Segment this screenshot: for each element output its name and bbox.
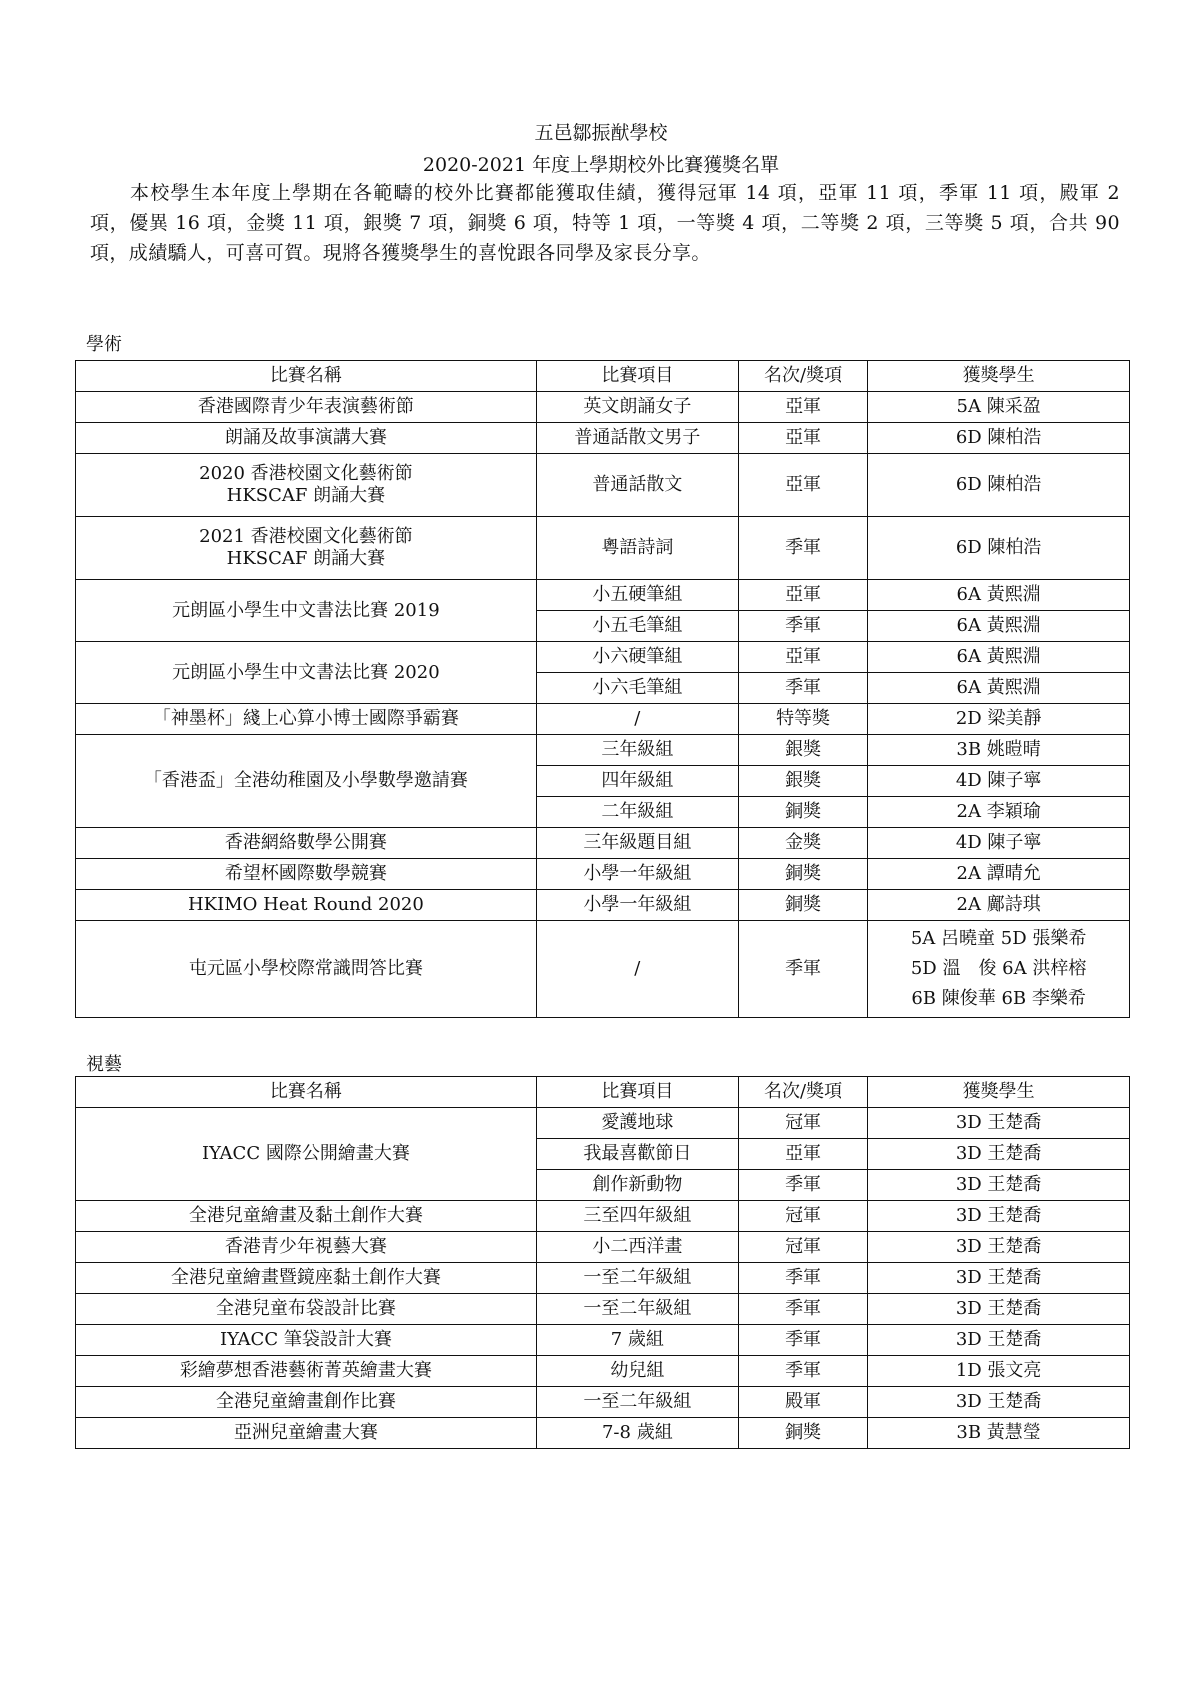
- visual-arts-table-header: [76, 1077, 1130, 1108]
- award-rank: 銅獎: [738, 797, 867, 828]
- award-rank: 亞軍: [738, 1139, 867, 1170]
- award-students: 2A 譚晴允: [868, 859, 1130, 890]
- award-rank: 季軍: [738, 1170, 867, 1201]
- event-item: 我最喜歡節日: [536, 1139, 738, 1170]
- visual-arts-table-body: [76, 1108, 1130, 1449]
- competition-name: [76, 1294, 537, 1325]
- competition-name: [76, 517, 537, 580]
- award-students: 6D 陳柏浩: [868, 423, 1130, 454]
- event-item: 四年級組: [536, 766, 738, 797]
- competition-name-line: HKSCAF 朗誦大賽: [226, 548, 386, 569]
- event-item: 二年級組: [536, 797, 738, 828]
- award-rank: 季軍: [738, 517, 867, 580]
- competition-name-line: 香港網絡數學公開賽: [224, 832, 387, 853]
- award-rank: 冠軍: [738, 1108, 867, 1139]
- document-title: 2020-2021 年度上學期校外比賽獲獎名單: [422, 154, 780, 176]
- award-students: 3D 王楚喬: [868, 1263, 1130, 1294]
- section-label-academic: 學術: [86, 334, 122, 355]
- visual-arts-awards-table: [75, 1076, 1130, 1449]
- award-rank: 冠軍: [738, 1201, 867, 1232]
- award-rank: 季軍: [738, 673, 867, 704]
- table-row: [76, 859, 1130, 890]
- event-item: 普通話散文: [536, 454, 738, 517]
- event-item: 三年級題目組: [536, 828, 738, 859]
- competition-name-line: HKSCAF 朗誦大賽: [226, 485, 386, 506]
- event-item: 三年級組: [536, 735, 738, 766]
- table-row: [76, 392, 1130, 423]
- competition-name-line: 「香港盃」全港幼稚園及小學數學邀請賽: [143, 770, 468, 791]
- table-row: [76, 828, 1130, 859]
- competition-name-line: 2021 香港校園文化藝術節: [199, 526, 413, 547]
- award-rank: 銅獎: [738, 859, 867, 890]
- competition-name: [76, 828, 537, 859]
- award-students: 3B 姚暟晴: [868, 735, 1130, 766]
- competition-name-line: 全港兒童布袋設計比賽: [215, 1298, 396, 1319]
- award-students: 4D 陳子寧: [868, 766, 1130, 797]
- competition-name-line: 希望杯國際數學競賽: [224, 863, 387, 884]
- table-row: [76, 454, 1130, 517]
- header-event: 比賽項目: [536, 361, 738, 392]
- competition-name: [76, 1325, 537, 1356]
- table-row: [76, 1418, 1130, 1449]
- table-row: [76, 921, 1130, 1018]
- award-students: 3D 王楚喬: [868, 1232, 1130, 1263]
- event-item: 普通話散文男子: [536, 423, 738, 454]
- award-rank: 亞軍: [738, 580, 867, 611]
- competition-name-line: 彩繪夢想香港藝術菁英繪畫大賽: [179, 1360, 432, 1381]
- competition-name: 朗誦及故事演講大賽: [76, 423, 537, 454]
- academic-table-header: [76, 361, 1130, 392]
- table-row: [76, 890, 1130, 921]
- competition-name-line: 2020 香港校園文化藝術節: [199, 463, 413, 484]
- award-students: 4D 陳子寧: [868, 828, 1130, 859]
- award-rank: 亞軍: [738, 642, 867, 673]
- event-item: 小六硬筆組: [536, 642, 738, 673]
- event-item: 7 歲組: [536, 1325, 738, 1356]
- competition-name-line: IYACC 筆袋設計大賽: [219, 1329, 392, 1350]
- award-rank: 冠軍: [738, 1232, 867, 1263]
- table-row: [76, 735, 1130, 766]
- event-item: 小六毛筆組: [536, 673, 738, 704]
- award-students: 2A 鄺詩琪: [868, 890, 1130, 921]
- award-rank: 季軍: [738, 1356, 867, 1387]
- award-rank: 季軍: [738, 1263, 867, 1294]
- header-students: 獲獎學生: [868, 361, 1130, 392]
- award-rank: 季軍: [738, 921, 867, 1018]
- competition-name-line: 元朗區小學生中文書法比賽 2019: [172, 599, 440, 621]
- table-row: [76, 1263, 1130, 1294]
- academic-awards-table: [75, 360, 1130, 1018]
- intro-text: 本校學生本年度上學期在各範疇的校外比賽都能獲取佳績，獲得冠軍 14 項，亞軍 11 項，季軍 11 項，殿軍 2 項，優異 16 項，金獎 11 項，銀獎 7 項，銅獎 6 項，特等 1 項，一等獎 4 項，二等獎 2 項，三等獎 5 項，合共 90 項，成績驕人，可喜可賀。現將各獲獎學生的喜悅跟各同學及家長分享。: [90, 182, 1120, 264]
- award-students: 2A 李穎瑜: [868, 797, 1130, 828]
- competition-name: [76, 1263, 537, 1294]
- award-rank: 殿軍: [738, 1387, 867, 1418]
- award-students: 6A 黃熙淵: [868, 673, 1130, 704]
- award-rank: 銀獎: [738, 766, 867, 797]
- award-students: 6D 陳柏浩: [868, 454, 1130, 517]
- competition-name-line: 全港兒童繪畫暨鏡座黏土創作大賽: [170, 1267, 441, 1288]
- award-rank: 季軍: [738, 1325, 867, 1356]
- table-row: [76, 517, 1130, 580]
- award-students: 3D 王楚喬: [868, 1325, 1130, 1356]
- competition-name-line: IYACC 國際公開繪畫大賽: [201, 1143, 410, 1164]
- competition-name: [76, 1108, 537, 1201]
- event-item: 小五硬筆組: [536, 580, 738, 611]
- award-rank: 特等獎: [738, 704, 867, 735]
- competition-name-line: 元朗區小學生中文書法比賽 2020: [172, 661, 440, 683]
- award-rank: 金獎: [738, 828, 867, 859]
- table-row: [76, 1232, 1130, 1263]
- event-item: 一至二年級組: [536, 1263, 738, 1294]
- event-item: 一至二年級組: [536, 1294, 738, 1325]
- competition-name-line: 香港青少年視藝大賽: [224, 1236, 387, 1257]
- award-rank: 銅獎: [738, 890, 867, 921]
- award-rank: 季軍: [738, 611, 867, 642]
- award-students: 6D 陳柏浩: [868, 517, 1130, 580]
- award-rank: 亞軍: [738, 454, 867, 517]
- award-students: 3D 王楚喬: [868, 1139, 1130, 1170]
- award-rank: 季軍: [738, 1294, 867, 1325]
- competition-name: [76, 642, 537, 704]
- competition-name: [76, 735, 537, 828]
- award-students: 3D 王楚喬: [868, 1170, 1130, 1201]
- header-award: 名次/獎項: [738, 1077, 867, 1108]
- award-rank: 銅獎: [738, 1418, 867, 1449]
- competition-name: [76, 859, 537, 890]
- school-name: 五邑鄒振猷學校: [534, 122, 668, 144]
- student-line: 5A 呂曉童 5D 張樂希: [910, 928, 1087, 949]
- competition-name: [76, 580, 537, 642]
- competition-name: [76, 1387, 537, 1418]
- competition-name: [76, 1418, 537, 1449]
- award-students: 3D 王楚喬: [868, 1108, 1130, 1139]
- event-item: /: [536, 921, 738, 1018]
- competition-name: [76, 454, 537, 517]
- header-award: 名次/獎項: [738, 361, 867, 392]
- event-item: 幼兒組: [536, 1356, 738, 1387]
- table-row: [76, 580, 1130, 611]
- event-item: 三至四年級組: [536, 1201, 738, 1232]
- competition-name-line: 全港兒童繪畫及黏土創作大賽: [188, 1205, 423, 1226]
- event-item: 粵語詩詞: [536, 517, 738, 580]
- table-row: [76, 1201, 1130, 1232]
- table-row: [76, 1356, 1130, 1387]
- event-item: 小二西洋畫: [536, 1232, 738, 1263]
- award-students: 6A 黃熙淵: [868, 642, 1130, 673]
- competition-name: [76, 890, 537, 921]
- award-students: 3D 王楚喬: [868, 1294, 1130, 1325]
- award-students: 6A 黃熙淵: [868, 580, 1130, 611]
- award-students: 5A 陳采盈: [868, 392, 1130, 423]
- competition-name-line: 「神墨杯」綫上心算小博士國際爭霸賽: [152, 708, 459, 729]
- award-students: 3D 王楚喬: [868, 1387, 1130, 1418]
- award-students: 1D 張文亮: [868, 1356, 1130, 1387]
- event-item: 小學一年級組: [536, 859, 738, 890]
- award-rank: 銀獎: [738, 735, 867, 766]
- award-rank: 亞軍: [738, 423, 867, 454]
- event-item: 創作新動物: [536, 1170, 738, 1201]
- competition-name-line: 亞洲兒童繪畫大賽: [233, 1422, 378, 1443]
- event-item: /: [536, 704, 738, 735]
- award-students: 3B 黃慧瑩: [868, 1418, 1130, 1449]
- table-row: [76, 423, 1130, 454]
- header-competition: 比賽名稱: [76, 1077, 537, 1108]
- header-event: 比賽項目: [536, 1077, 738, 1108]
- competition-name-line: 全港兒童繪畫創作比賽: [215, 1391, 396, 1412]
- event-item: 小五毛筆組: [536, 611, 738, 642]
- award-students: 3D 王楚喬: [868, 1201, 1130, 1232]
- table-row: [76, 1387, 1130, 1418]
- competition-name: [76, 704, 537, 735]
- section-label-visual-arts: 視藝: [86, 1054, 122, 1075]
- competition-name-line: HKIMO Heat Round 2020: [187, 894, 424, 915]
- competition-name-line: 屯元區小學校際常識問答比賽: [188, 958, 423, 979]
- award-students: [868, 921, 1130, 1018]
- competition-name: 香港國際青少年表演藝術節: [76, 392, 537, 423]
- award-students: 2D 梁美靜: [868, 704, 1130, 735]
- event-item: 7-8 歲組: [536, 1418, 738, 1449]
- student-line: 5D 溫 俊 6A 洪梓榕: [910, 958, 1087, 979]
- student-line: 6B 陳俊華 6B 李樂希: [911, 988, 1086, 1009]
- table-row: [76, 704, 1130, 735]
- competition-name: [76, 1232, 537, 1263]
- award-students: 6A 黃熙淵: [868, 611, 1130, 642]
- academic-table-body: [76, 392, 1130, 1018]
- table-row: [76, 1108, 1130, 1139]
- event-item: 一至二年級組: [536, 1387, 738, 1418]
- competition-name: [76, 1356, 537, 1387]
- table-row: [76, 1325, 1130, 1356]
- table-row: [76, 1294, 1130, 1325]
- competition-name: [76, 921, 537, 1018]
- header-competition: 比賽名稱: [76, 361, 537, 392]
- intro-paragraph: [90, 178, 1120, 268]
- competition-name: [76, 1201, 537, 1232]
- header-students: 獲獎學生: [868, 1077, 1130, 1108]
- table-row: [76, 642, 1130, 673]
- event-item: 愛護地球: [536, 1108, 738, 1139]
- event-item: 英文朗誦女子: [536, 392, 738, 423]
- award-rank: 亞軍: [738, 392, 867, 423]
- event-item: 小學一年級組: [536, 890, 738, 921]
